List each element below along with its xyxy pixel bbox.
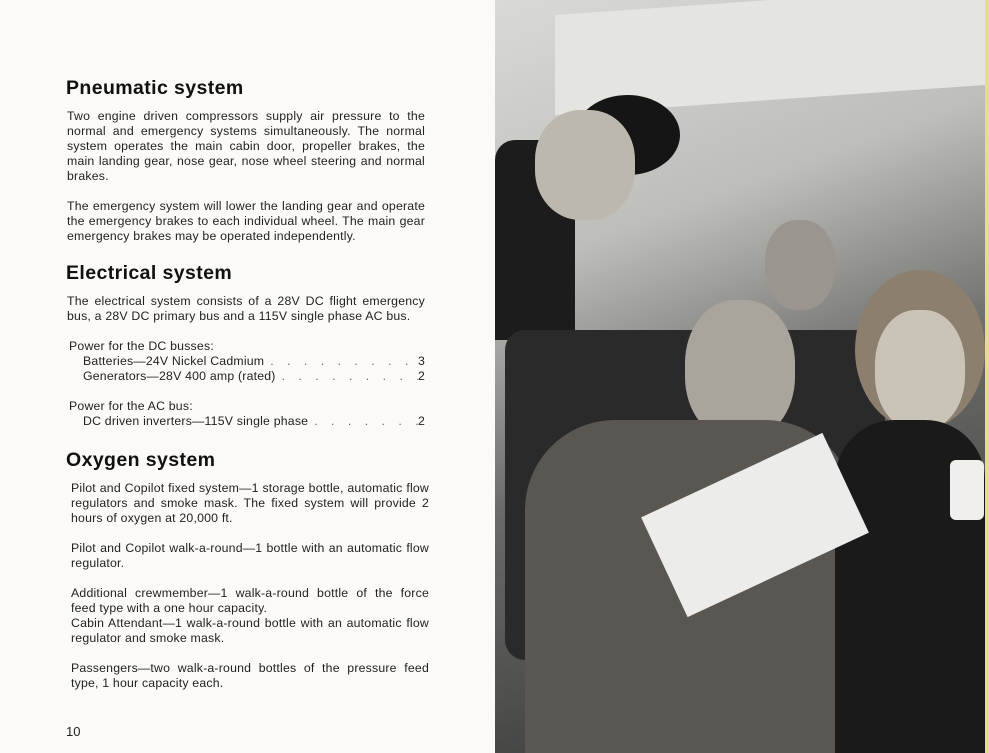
cup [950, 460, 984, 520]
pneumatic-heading: Pneumatic system [66, 77, 244, 99]
oxygen-paragraph-5: Passengers—two walk-a-round bottles of the pressure feed type, 1 hour capacity each. [71, 661, 429, 690]
ac-item [67, 414, 425, 429]
passenger-glasses-man [765, 220, 835, 310]
item-count: 3 [417, 354, 425, 368]
item-label: DC driven inverters—115V single phase [83, 414, 309, 428]
item-count: 2 [417, 414, 425, 428]
pneumatic-paragraph-2: The emergency system will lower the landing gear and operate the emergency brakes to each individual wheel. The main gear emergency brakes may be operated independently. [67, 199, 425, 243]
oxygen-paragraph-1: Pilot and Copilot fixed system—1 storage bottle, automatic flow regulators and smoke mask. The fixed system will provide 2 hours of oxygen at 20,000 ft. [71, 481, 429, 525]
woman-face [875, 310, 965, 430]
item-count: 2 [417, 369, 425, 383]
ac-power-label: Power for the AC bus: [69, 399, 193, 413]
oxygen-heading: Oxygen system [66, 449, 216, 471]
page-number: 10 [66, 724, 81, 739]
oxygen-paragraph-4: Cabin Attendant—1 walk-a-round bottle with an automatic flow regulator and smoke mask. [71, 616, 429, 645]
electrical-section [67, 294, 425, 429]
electrical-heading: Electrical system [66, 262, 233, 284]
oxygen-section [71, 481, 429, 706]
cabin-photo [495, 0, 985, 753]
oxygen-paragraph-3: Additional crewmember—1 walk-a-round bottle of the force feed type with a one hour capacity. [71, 586, 429, 615]
pneumatic-section [67, 109, 425, 259]
electrical-paragraph: The electrical system consists of a 28V DC flight emergency bus, a 28V DC primary bus and a 115V single phase AC bus. [67, 294, 425, 323]
dc-power-label: Power for the DC busses: [69, 339, 214, 353]
man-reading-face [685, 300, 795, 440]
dc-item [67, 354, 425, 369]
stewardess-face [535, 110, 635, 220]
item-label: Batteries—24V Nickel Cadmium [83, 354, 265, 368]
item-label: Generators—28V 400 amp (rated) [83, 369, 276, 383]
oxygen-paragraph-2: Pilot and Copilot walk-a-round—1 bottle with an automatic flow regulator. [71, 541, 429, 570]
pneumatic-paragraph-1: Two engine driven compressors supply air pressure to the normal and emergency systems simultaneously. The normal system operates the main cabin door, propeller brakes, the main landing gear, nose gear, nose wheel steering and normal brakes. [67, 109, 425, 183]
dc-item [67, 369, 425, 384]
